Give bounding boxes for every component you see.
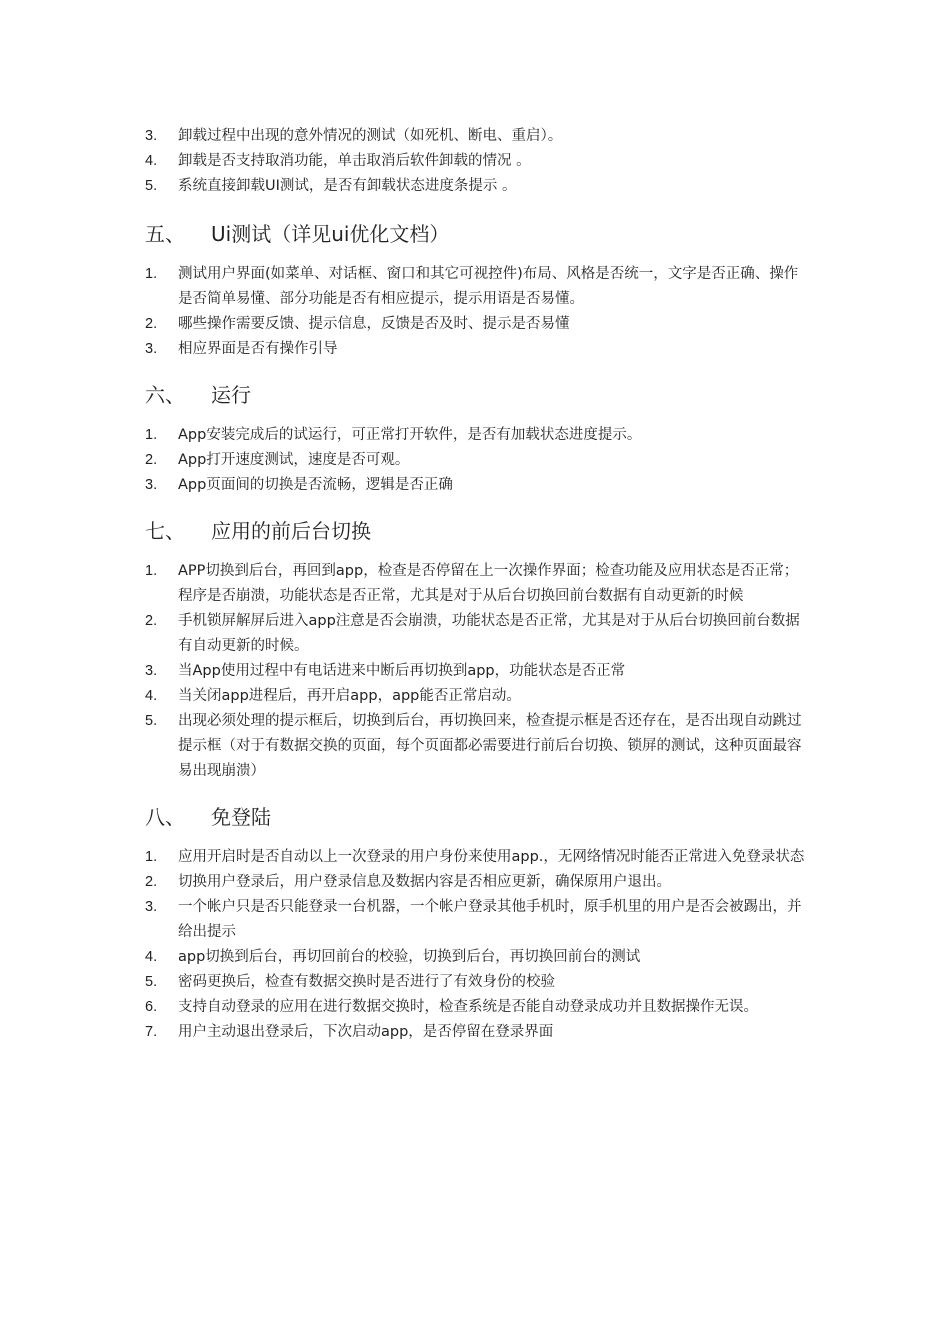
- list-item: [145, 448, 810, 473]
- section-heading: [145, 381, 810, 409]
- item-text: App打开速度测试，速度是否可观。: [178, 452, 410, 468]
- heading-title: 应用的前后台切换: [211, 519, 371, 543]
- item-text: 密码更换后，检查有数据交换时是否进行了有效身份的校验: [178, 974, 555, 990]
- item-number: 4.: [145, 688, 158, 704]
- item-number: 2.: [145, 452, 158, 468]
- item-text: 出现必须处理的提示框后，切换到后台，再切换回来，检查提示框是否还存在，是否出现自动跳过提示框（对于有数据交换的页面，每个页面都必需要进行前后台切换、锁屏的测试，这种页面最容易出现崩溃）: [178, 713, 802, 779]
- item-text: 手机锁屏解屏后进入app注意是否会崩溃，功能状态是否正常，尤其是对于从后台切换回前台数据有自动更新的时候。: [178, 613, 800, 654]
- ui-test-list: [145, 262, 810, 362]
- section-auto-login: [145, 803, 810, 1045]
- list-item: [145, 149, 810, 174]
- item-number: 2.: [145, 874, 158, 890]
- section-heading: [145, 220, 810, 248]
- item-text: 当关闭app进程后，再开启app，app能否正常启动。: [178, 688, 521, 704]
- item-number: 5.: [145, 178, 158, 194]
- section-run: [145, 381, 810, 498]
- list-item: [145, 870, 810, 895]
- list-item: [145, 684, 810, 709]
- heading-number: 五、: [145, 222, 185, 246]
- item-number: 5.: [145, 713, 158, 729]
- list-item: [145, 995, 810, 1020]
- heading-number: 八、: [145, 805, 185, 829]
- item-text: 支持自动登录的应用在进行数据交换时，检查系统是否能自动登录成功并且数据操作无误。: [178, 999, 758, 1015]
- run-list: [145, 423, 810, 498]
- item-number: 1.: [145, 266, 158, 282]
- item-text: 卸载过程中出现的意外情况的测试（如死机、断电、重启）。: [178, 128, 563, 144]
- item-number: 7.: [145, 1024, 158, 1040]
- heading-title: 运行: [211, 383, 251, 407]
- item-number: 2.: [145, 316, 158, 332]
- item-text: 测试用户界面(如菜单、对话框、窗口和其它可视控件)布局、风格是否统一，文字是否正确、操作是否简单易懂、部分功能是否有相应提示，提示用语是否易懂。: [178, 266, 799, 307]
- item-text: app切换到后台，再切回前台的校验，切换到后台，再切换回前台的测试: [178, 949, 641, 965]
- item-number: 1.: [145, 849, 158, 865]
- item-number: 1.: [145, 427, 158, 443]
- item-number: 5.: [145, 974, 158, 990]
- list-item: [145, 709, 810, 784]
- list-item: [145, 659, 810, 684]
- item-text: 应用开启时是否自动以上一次登录的用户身份来使用app.，无网络情况时能否正常进入免登录状态: [178, 849, 805, 865]
- list-item: [145, 895, 810, 945]
- heading-title: 免登陆: [211, 805, 271, 829]
- item-number: 3.: [145, 128, 158, 144]
- item-number: 6.: [145, 999, 158, 1015]
- list-item: [145, 945, 810, 970]
- list-item: [145, 559, 810, 609]
- item-number: 3.: [145, 341, 158, 357]
- auto-login-list: [145, 845, 810, 1045]
- list-item: [145, 337, 810, 362]
- list-item: [145, 262, 810, 312]
- item-number: 1.: [145, 563, 158, 579]
- section-ui-test: [145, 220, 810, 362]
- item-number: 4.: [145, 949, 158, 965]
- heading-title: Ui测试（详见ui优化文档）: [211, 222, 450, 246]
- item-text: 用户主动退出登录后，下次启动app，是否停留在登录界面: [178, 1024, 554, 1040]
- list-item: [145, 423, 810, 448]
- item-text: 系统直接卸载UI测试，是否有卸载状态进度条提示 。: [178, 178, 517, 194]
- heading-number: 六、: [145, 383, 185, 407]
- item-text: APP切换到后台，再回到app，检查是否停留在上一次操作界面；检查功能及应用状态是否正常；程序是否崩溃，功能状态是否正常，尤其是对于从后台切换回前台数据有自动更新的时候: [178, 563, 799, 604]
- item-text: App安装完成后的试运行，可正常打开软件，是否有加载状态进度提示。: [178, 427, 642, 443]
- item-text: 当App使用过程中有电话进来中断后再切换到app，功能状态是否正常: [178, 663, 626, 679]
- item-number: 3.: [145, 899, 158, 915]
- item-text: 哪些操作需要反馈、提示信息，反馈是否及时、提示是否易懂: [178, 316, 570, 332]
- list-item: [145, 312, 810, 337]
- section-uninstall-continued: [145, 124, 810, 199]
- heading-number: 七、: [145, 519, 185, 543]
- list-item: [145, 970, 810, 995]
- document-content: [145, 124, 810, 1064]
- uninstall-list: [145, 124, 810, 199]
- item-number: 3.: [145, 477, 158, 493]
- item-number: 3.: [145, 663, 158, 679]
- list-item: [145, 845, 810, 870]
- list-item: [145, 1020, 810, 1045]
- list-item: [145, 124, 810, 149]
- item-number: 4.: [145, 153, 158, 169]
- item-text: 切换用户登录后，用户登录信息及数据内容是否相应更新，确保原用户退出。: [178, 874, 671, 890]
- list-item: [145, 609, 810, 659]
- section-heading: [145, 517, 810, 545]
- item-text: 一个帐户只是否只能登录一台机器，一个帐户登录其他手机时，原手机里的用户是否会被踢出，并给出提示: [178, 899, 802, 940]
- list-item: [145, 473, 810, 498]
- list-item: [145, 174, 810, 199]
- foreground-background-list: [145, 559, 810, 784]
- item-text: 卸载是否支持取消功能，单击取消后软件卸载的情况 。: [178, 153, 531, 169]
- section-foreground-background: [145, 517, 810, 784]
- item-text: App页面间的切换是否流畅，逻辑是否正确: [178, 477, 453, 493]
- section-heading: [145, 803, 810, 831]
- item-number: 2.: [145, 613, 158, 629]
- item-text: 相应界面是否有操作引导: [178, 341, 338, 357]
